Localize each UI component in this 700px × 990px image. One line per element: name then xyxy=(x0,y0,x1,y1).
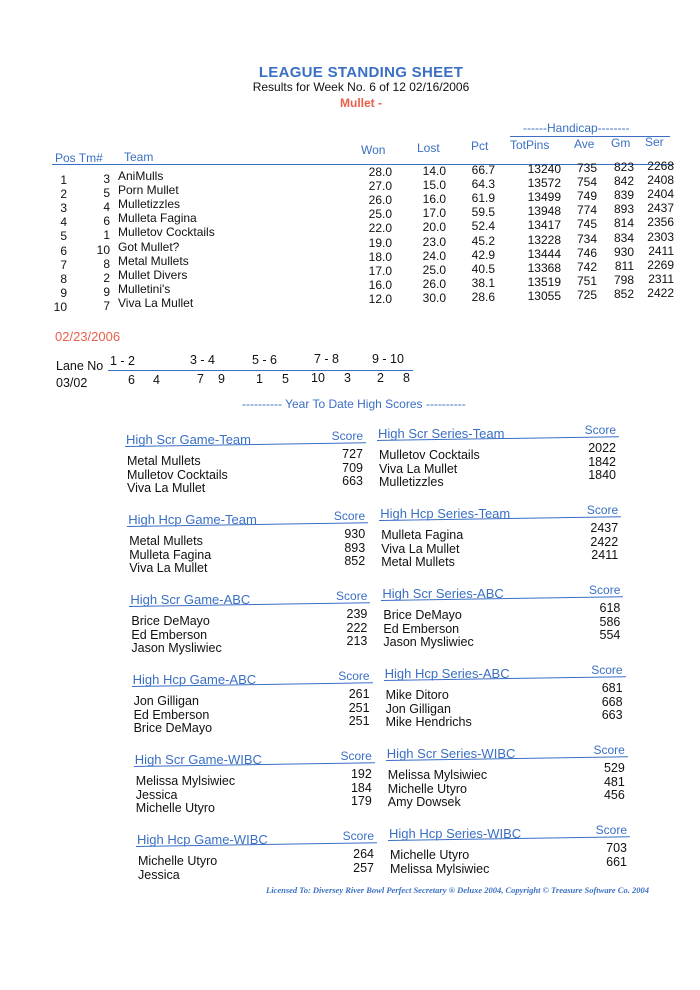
row-ave: 725 xyxy=(576,287,597,302)
entry-name: Brice DeMayo xyxy=(133,721,213,735)
row-lost: 15.0 xyxy=(422,178,446,193)
section-score-label: Score xyxy=(342,829,374,843)
row-gm: 798 xyxy=(613,272,634,287)
row-totpins: 13240 xyxy=(527,162,561,176)
lane-pair-label: 7 - 8 xyxy=(314,352,340,367)
row-tm: 4 xyxy=(103,200,110,215)
row-team: Mulletov Cocktails xyxy=(118,225,215,240)
row-lost: 24.0 xyxy=(422,248,446,263)
entry-name: Metal Mullets xyxy=(127,454,201,468)
entry-name: Melissa Mylsiwiec xyxy=(390,861,490,876)
row-team: Mullet Divers xyxy=(118,267,188,282)
entry-name: Jessica xyxy=(135,787,178,802)
row-gm: 842 xyxy=(613,174,634,189)
col-ave: Ave xyxy=(574,137,595,151)
entry-score: 852 xyxy=(344,554,366,568)
lane-team-a: 7 xyxy=(197,372,204,387)
entry-name: Viva La Mullet xyxy=(127,481,206,495)
row-ave: 734 xyxy=(576,231,597,246)
col-won: Won xyxy=(361,143,386,157)
entry-name: Jon Gilligan xyxy=(133,694,199,708)
row-team: Porn Mullet xyxy=(118,183,179,198)
section-score-label: Score xyxy=(336,589,368,603)
entry-name: Mulletizzles xyxy=(379,475,444,489)
section-score-label: Score xyxy=(595,823,627,837)
row-ser: 2303 xyxy=(647,229,674,244)
row-pct: 66.7 xyxy=(471,163,495,177)
section-score-label: Score xyxy=(331,429,363,443)
row-gm: 823 xyxy=(613,160,634,174)
row-tm: 9 xyxy=(103,284,110,299)
row-totpins: 13228 xyxy=(527,232,561,247)
entry-name: Jessica xyxy=(138,867,180,882)
row-totpins: 13444 xyxy=(527,246,561,261)
entry-score: 179 xyxy=(350,794,372,808)
row-team: Mulleta Fagina xyxy=(118,211,197,226)
entry-score: 2437 xyxy=(590,521,619,535)
row-won: 12.0 xyxy=(368,291,392,306)
row-won: 28.0 xyxy=(368,165,392,179)
lane-team-a: 10 xyxy=(311,371,325,386)
entry-score: 2022 xyxy=(588,441,616,455)
entry-name: Ed Emberson xyxy=(383,621,460,636)
row-gm: 930 xyxy=(613,244,634,259)
col-lost: Lost xyxy=(417,141,440,155)
entry-name: Amy Dowsek xyxy=(387,795,461,809)
row-totpins: 13572 xyxy=(527,176,561,191)
entry-score: 893 xyxy=(344,540,366,555)
license-footer: Licensed To: Diversey River Bowl Perfect Secretary ® Deluxe 2004, Copyright © Treasure Software Co. 2004 xyxy=(266,885,649,895)
row-pct: 38.1 xyxy=(471,275,495,290)
entry-name: Michelle Utyro xyxy=(387,781,467,796)
entry-name: Mulleta Fagina xyxy=(129,547,212,562)
entry-name: Jason Mysliwiec xyxy=(131,641,222,655)
row-lost: 25.0 xyxy=(422,262,446,277)
row-pos: 7 xyxy=(60,257,67,272)
lane-pair-label: 1 - 2 xyxy=(110,354,136,368)
row-pct: 59.5 xyxy=(471,205,495,220)
entry-name: Michelle Utyro xyxy=(138,854,218,868)
entry-score: 213 xyxy=(346,634,368,648)
row-pos: 4 xyxy=(60,215,67,230)
row-tm: 6 xyxy=(103,214,110,229)
entry-name: Melissa Mylsiwiec xyxy=(387,768,488,782)
entry-score: 1842 xyxy=(588,454,616,469)
row-pct: 61.9 xyxy=(471,191,495,206)
entry-score: 481 xyxy=(603,774,625,789)
row-totpins: 13368 xyxy=(527,260,561,275)
section-title: High Hcp Game-ABC xyxy=(132,672,257,687)
entry-score: 261 xyxy=(348,687,370,701)
entry-score: 264 xyxy=(353,847,374,861)
row-ave: 742 xyxy=(576,259,597,274)
entry-name: Jon Gilligan xyxy=(385,701,451,716)
entry-score: 709 xyxy=(342,460,363,475)
entry-score: 586 xyxy=(599,614,621,629)
entry-score: 239 xyxy=(346,607,368,621)
row-won: 18.0 xyxy=(368,249,392,264)
row-gm: 811 xyxy=(614,258,634,273)
row-ser: 2408 xyxy=(647,173,674,188)
entry-score: 727 xyxy=(342,447,363,461)
lane-pair-label: 5 - 6 xyxy=(252,352,278,367)
entry-score: 681 xyxy=(601,681,623,695)
section-score-label: Score xyxy=(586,503,619,517)
row-pct: 28.6 xyxy=(471,289,495,304)
entry-name: Melissa Mylsiwiec xyxy=(135,774,236,788)
section-title: High Scr Series-ABC xyxy=(382,586,504,601)
entry-score: 668 xyxy=(601,694,623,709)
section-score-label: Score xyxy=(340,749,372,763)
section-title: High Hcp Game-Team xyxy=(128,512,257,527)
row-team: Mulletini's xyxy=(118,281,171,296)
section-title: High Scr Game-Team xyxy=(126,432,251,447)
section-title: High Scr Game-WIBC xyxy=(134,752,262,767)
row-team: Got Mullet? xyxy=(118,239,180,254)
col-ser: Ser xyxy=(645,135,664,149)
entry-score: 703 xyxy=(606,841,627,855)
row-gm: 814 xyxy=(613,216,634,231)
row-gm: 839 xyxy=(613,188,634,203)
row-tm: 7 xyxy=(103,298,110,313)
row-totpins: 13055 xyxy=(527,288,561,303)
entry-score: 192 xyxy=(350,767,372,781)
col-pct: Pct xyxy=(471,139,489,153)
lane-team-a: 2 xyxy=(377,370,384,385)
row-lost: 30.0 xyxy=(422,290,446,305)
entry-score: 1840 xyxy=(588,468,616,482)
page-title: LEAGUE STANDING SHEET xyxy=(258,64,464,81)
entry-name: Ed Emberson xyxy=(133,707,210,722)
row-ave: 754 xyxy=(576,175,597,190)
row-ave: 745 xyxy=(576,217,597,232)
row-ave: 751 xyxy=(576,273,597,288)
row-team: Mulletizzles xyxy=(118,197,181,212)
section-title: High Hcp Series-ABC xyxy=(384,666,510,681)
row-team: Viva La Mullet xyxy=(118,295,194,310)
entry-name: Brice DeMayo xyxy=(131,614,210,628)
row-team: Metal Mullets xyxy=(118,253,189,268)
row-won: 17.0 xyxy=(368,263,392,278)
ytd-title: ---------- Year To Date High Scores ---------- xyxy=(242,397,466,411)
row-pos: 10 xyxy=(53,299,67,314)
entry-name: Mulletov Cocktails xyxy=(127,467,228,482)
section-score-label: Score xyxy=(591,663,623,677)
entry-score: 2411 xyxy=(591,548,619,562)
row-ser: 2311 xyxy=(648,271,674,286)
row-tm: 2 xyxy=(103,270,110,285)
entry-name: Mike Ditoro xyxy=(385,688,449,702)
row-pos: 2 xyxy=(60,187,67,202)
row-lost: 26.0 xyxy=(422,276,446,291)
entry-score: 661 xyxy=(606,854,627,869)
entry-score: 663 xyxy=(342,474,363,488)
row-team: AniMulls xyxy=(118,169,164,183)
entry-name: Jason Mysliwiec xyxy=(383,635,474,649)
row-tm: 3 xyxy=(103,172,110,186)
section-title: High Hcp Series-Team xyxy=(380,506,511,521)
row-ave: 774 xyxy=(576,203,597,218)
entry-name: Michelle Utyro xyxy=(135,801,215,815)
row-won: 19.0 xyxy=(368,235,392,250)
row-pos: 6 xyxy=(60,243,67,258)
row-lost: 16.0 xyxy=(422,192,446,207)
entry-score: 257 xyxy=(353,860,374,875)
row-gm: 852 xyxy=(613,286,634,301)
section-score-label: Score xyxy=(589,583,621,597)
row-ave: 735 xyxy=(576,161,597,175)
row-pct: 45.2 xyxy=(471,233,495,248)
page-subtitle: Results for Week No. 6 of 12 02/16/2006 xyxy=(252,80,470,94)
row-ser: 2422 xyxy=(647,285,674,300)
lane-label: Lane No xyxy=(56,359,104,373)
entry-score: 184 xyxy=(350,780,372,795)
next-date: 02/23/2006 xyxy=(55,329,121,344)
row-ser: 2411 xyxy=(648,243,674,258)
entry-name: Viva La Mullet xyxy=(129,561,208,575)
entry-score: 251 xyxy=(348,700,370,715)
entry-name: Metal Mullets xyxy=(381,555,455,569)
section-title: High Scr Game-ABC xyxy=(130,592,251,607)
lane-team-a: 1 xyxy=(256,371,263,386)
handicap-label: ------Handicap-------- xyxy=(523,121,630,135)
col-team: Team xyxy=(124,150,154,164)
entry-name: Ed Emberson xyxy=(131,627,208,642)
entry-score: 456 xyxy=(603,788,625,802)
row-pct: 42.9 xyxy=(471,247,495,262)
row-totpins: 13519 xyxy=(527,274,561,289)
entry-name: Viva La Mullet xyxy=(381,541,460,556)
entry-name: Mike Hendrichs xyxy=(385,715,472,729)
row-ave: 746 xyxy=(576,245,597,260)
row-pct: 52.4 xyxy=(471,219,495,234)
section-score-label: Score xyxy=(333,509,366,523)
row-won: 25.0 xyxy=(368,207,392,222)
row-ave: 749 xyxy=(576,189,597,204)
entry-score: 663 xyxy=(601,708,623,722)
col-gm: Gm xyxy=(611,136,631,150)
row-gm: 893 xyxy=(613,202,634,217)
row-ser: 2269 xyxy=(647,257,674,272)
row-pct: 40.5 xyxy=(471,261,495,276)
row-tm: 1 xyxy=(103,228,110,243)
lane-team-b: 4 xyxy=(153,373,160,387)
section-title: High Scr Series-WIBC xyxy=(386,746,516,761)
entry-name: Mulletov Cocktails xyxy=(379,448,480,462)
entry-name: Michelle Utyro xyxy=(390,848,470,862)
row-lost: 14.0 xyxy=(422,164,446,178)
col-pos-tm: Pos Tm# xyxy=(55,151,103,165)
row-lost: 17.0 xyxy=(422,206,446,221)
row-won: 27.0 xyxy=(368,179,392,194)
row-pos: 1 xyxy=(60,173,67,187)
section-title: High Hcp Game-WIBC xyxy=(137,832,268,847)
row-ser: 2268 xyxy=(647,159,674,173)
row-won: 22.0 xyxy=(368,221,392,236)
entry-name: Brice DeMayo xyxy=(383,608,462,622)
section-score-label: Score xyxy=(593,743,625,757)
row-tm: 5 xyxy=(103,186,110,201)
row-ser: 2404 xyxy=(647,187,674,202)
lane-date: 03/02 xyxy=(56,376,88,390)
row-won: 26.0 xyxy=(368,193,392,208)
league-name: Mullet - xyxy=(340,96,382,110)
entry-score: 554 xyxy=(599,628,621,642)
row-ser: 2437 xyxy=(647,201,674,216)
row-lost: 23.0 xyxy=(422,234,446,249)
row-pos: 5 xyxy=(60,229,67,244)
entry-name: Mulleta Fagina xyxy=(381,528,464,542)
entry-name: Viva La Mullet xyxy=(379,461,458,476)
row-gm: 834 xyxy=(613,230,634,245)
row-ser: 2356 xyxy=(647,215,674,230)
row-totpins: 13417 xyxy=(527,218,561,233)
entry-score: 2422 xyxy=(590,534,619,549)
row-pct: 64.3 xyxy=(471,177,495,192)
section-title: High Scr Series-Team xyxy=(378,426,505,441)
entry-score: 222 xyxy=(346,620,368,635)
lane-team-a: 6 xyxy=(128,373,135,387)
row-tm: 8 xyxy=(103,256,110,271)
row-totpins: 13948 xyxy=(527,204,561,219)
row-pos: 3 xyxy=(60,201,67,216)
row-pos: 8 xyxy=(60,271,67,286)
entry-score: 251 xyxy=(348,714,370,728)
row-won: 16.0 xyxy=(368,277,392,292)
col-totpins: TotPins xyxy=(510,138,550,152)
entry-score: 529 xyxy=(603,761,625,775)
lane-pair-label: 9 - 10 xyxy=(372,351,404,366)
entry-score: 618 xyxy=(599,601,621,615)
row-lost: 20.0 xyxy=(422,220,446,235)
row-pos: 9 xyxy=(60,285,67,300)
section-score-label: Score xyxy=(338,669,370,683)
entry-score: 930 xyxy=(344,527,366,541)
row-tm: 10 xyxy=(96,242,110,257)
lane-team-b: 5 xyxy=(282,371,289,386)
lane-team-b: 9 xyxy=(218,372,225,387)
lane-pair-label: 3 - 4 xyxy=(190,353,216,368)
row-totpins: 13499 xyxy=(527,190,561,205)
section-score-label: Score xyxy=(584,423,616,437)
lane-team-b: 3 xyxy=(344,371,351,386)
entry-name: Metal Mullets xyxy=(129,534,203,548)
lane-team-b: 8 xyxy=(403,370,410,385)
section-title: High Hcp Series-WIBC xyxy=(389,826,522,841)
